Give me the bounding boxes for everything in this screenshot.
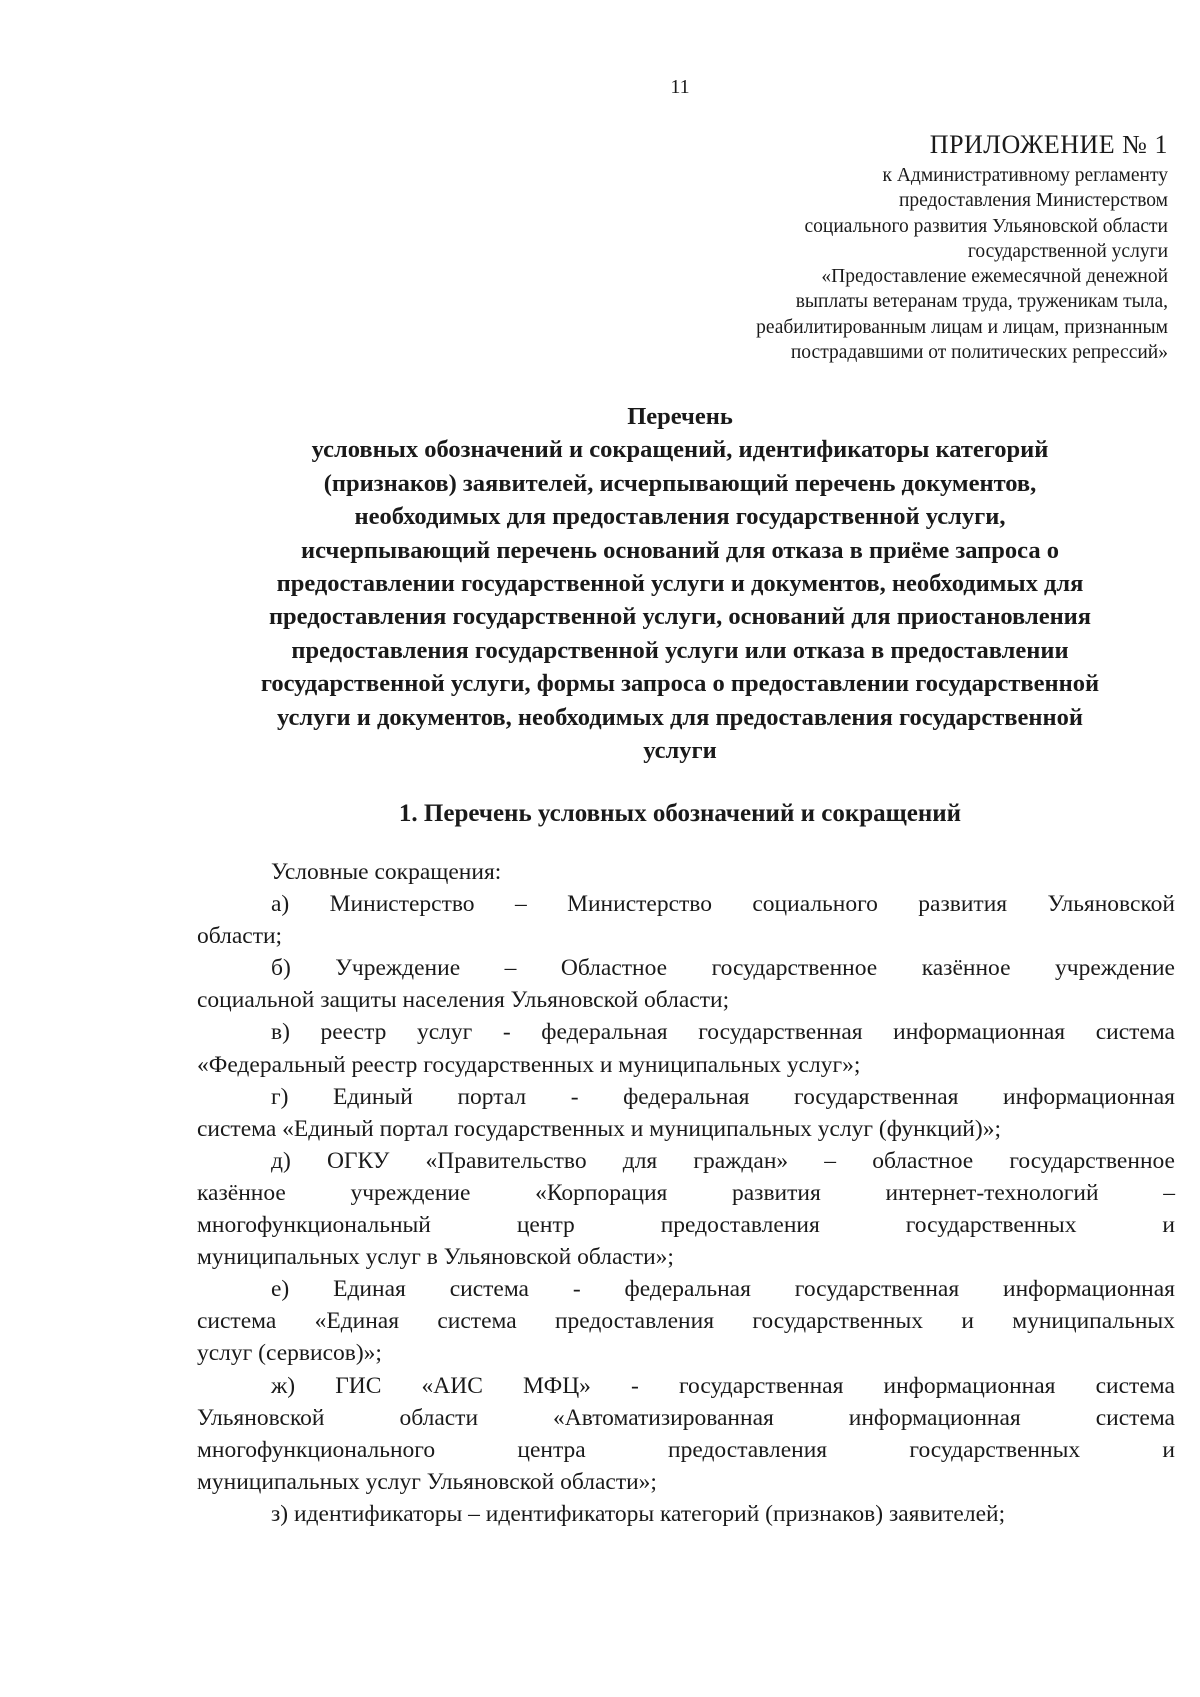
word: предоставления (660, 1212, 820, 1239)
word: система (449, 1276, 529, 1303)
word: федеральная (624, 1276, 751, 1303)
word: государственное (1009, 1147, 1175, 1174)
word: Учреждение (335, 955, 461, 982)
word: многофункциональный (197, 1212, 431, 1239)
item-zh-line: муниципальных услуг Ульяновской области»; (197, 1468, 657, 1495)
word: информационная (883, 1372, 1056, 1399)
heading-line: необходимых для предоставления государственной услуги, (354, 503, 1006, 531)
word: «Автоматизированная (552, 1404, 774, 1431)
appendix-line: «Предоставление ежемесячной денежной (821, 266, 1168, 288)
appendix-header (468, 130, 1168, 365)
word: и (961, 1308, 974, 1335)
word: социального (752, 891, 878, 918)
item-zh-line (197, 1434, 1175, 1466)
document-body (197, 856, 1175, 1530)
word: услуг (416, 1019, 473, 1046)
word: «Правительство (425, 1147, 587, 1174)
word: «Корпорация (535, 1179, 668, 1206)
word: д) (271, 1147, 291, 1174)
word: - (570, 1083, 579, 1110)
item-d-line: муниципальных услуг в Ульяновской области»; (197, 1244, 674, 1271)
word: система (1095, 1372, 1175, 1399)
word: ж) (271, 1372, 296, 1399)
word: информационная (893, 1019, 1066, 1046)
word: государственных (905, 1212, 1077, 1239)
item-z-line: з) идентификаторы – идентификаторы категорий (признаков) заявителей; (271, 1500, 1006, 1527)
word: центр (516, 1212, 575, 1239)
word: в) (271, 1019, 290, 1046)
word: для (622, 1147, 658, 1174)
word: система (1095, 1404, 1175, 1431)
heading-line: предоставлении государственной услуги и документов, необходимых для (276, 570, 1084, 598)
item-e-line: услуг (сервисов)»; (197, 1340, 382, 1367)
word: информационная (848, 1404, 1021, 1431)
heading-line: предоставления государственной услуги или отказа в предоставлении (291, 636, 1069, 664)
heading-line: исчерпывающий перечень оснований для отказа в приёме запроса о (301, 536, 1059, 564)
item-b-line: социальной защиты населения Ульяновской области; (197, 987, 730, 1014)
heading-line: услуги (643, 737, 717, 765)
appendix-line: реабилитированным лицам и лицам, признанным (756, 316, 1168, 338)
item-g-line (197, 1081, 1175, 1113)
word: портал (457, 1083, 527, 1110)
word: и (1162, 1436, 1175, 1463)
word: система (1095, 1019, 1175, 1046)
item-b-line (197, 952, 1175, 984)
word: государственных (752, 1308, 924, 1335)
appendix-line: выплаты ветеранам труда, труженикам тыла, (795, 291, 1168, 313)
heading-line: условных обозначений и сокращений, идентификаторы категорий (311, 436, 1049, 464)
word: граждан» (693, 1147, 789, 1174)
word: Ульяновской (1047, 891, 1175, 918)
word: - (502, 1019, 511, 1046)
heading-line: Перечень (627, 403, 733, 430)
item-d-line (197, 1177, 1175, 1209)
word: государственных (909, 1436, 1081, 1463)
word: государственное (711, 955, 878, 982)
word: МФЦ» (523, 1372, 591, 1399)
item-d-line (197, 1209, 1175, 1241)
appendix-line: пострадавшими от политических репрессий» (790, 342, 1168, 364)
word: государственная (794, 1083, 959, 1110)
word: Ульяновской (197, 1404, 325, 1431)
word: – (514, 891, 527, 918)
word: г) (271, 1083, 289, 1110)
item-e-line (197, 1305, 1175, 1337)
word: учреждение (1055, 955, 1175, 982)
item-a-line: области; (197, 923, 283, 950)
word: – (1163, 1179, 1175, 1206)
word: федеральная (623, 1083, 750, 1110)
page-number: 11 (670, 76, 690, 98)
word: интернет-технологий (885, 1179, 1099, 1206)
appendix-title: ПРИЛОЖЕНИЕ № 1 (929, 130, 1168, 159)
word: федеральная (541, 1019, 668, 1046)
heading-line: услуги и документов, необходимых для предоставления государственной (277, 703, 1083, 731)
word: – (824, 1147, 837, 1174)
word: многофункционального (197, 1436, 436, 1463)
word: государственная (698, 1019, 863, 1046)
item-d-line (197, 1145, 1175, 1177)
word: предоставления (554, 1308, 715, 1335)
word: муниципальных (1012, 1308, 1175, 1335)
item-a-line (197, 888, 1175, 920)
appendix-line: социального развития Ульяновской области (804, 215, 1168, 237)
word: «АИС (421, 1372, 483, 1399)
word: информационная (1003, 1276, 1175, 1303)
heading-line: предоставления государственной услуги, оснований для приостановления (268, 603, 1092, 631)
word: учреждение (350, 1179, 471, 1206)
word: «Единая (314, 1308, 400, 1335)
word: ГИС (335, 1372, 382, 1399)
appendix-line: к Административному регламенту (882, 165, 1168, 186)
intro-line: Условные сокращения: (271, 859, 502, 885)
word: Министерство (567, 891, 712, 918)
document-heading (180, 400, 1180, 767)
item-g-line: система «Единый портал государственных и муниципальных услуг (функций)»; (197, 1115, 1001, 1142)
heading-line: государственной услуги, формы запроса о предоставлении государственной (260, 670, 1100, 698)
word: государственная (679, 1372, 844, 1399)
word: – (504, 955, 517, 982)
word: информационная (1003, 1083, 1175, 1110)
word: б) (271, 955, 291, 982)
word: центра (517, 1436, 586, 1463)
word: - (631, 1372, 639, 1399)
word: области (399, 1404, 479, 1431)
word: казённое (197, 1179, 286, 1206)
word: реестр (320, 1019, 387, 1046)
item-zh-line (197, 1370, 1175, 1402)
appendix-line: государственной услуги (967, 240, 1168, 262)
word: развития (918, 891, 1008, 918)
word: - (572, 1276, 581, 1303)
word: система (197, 1308, 277, 1335)
word: предоставления (668, 1436, 828, 1463)
word: областное (872, 1147, 974, 1174)
word: и (1162, 1212, 1175, 1239)
item-zh-line (197, 1402, 1175, 1434)
item-e-line (197, 1273, 1175, 1305)
word: Областное (560, 955, 668, 982)
heading-line: (признаков) заявителей, исчерпывающий перечень документов, (323, 469, 1037, 497)
word: Министерство (329, 891, 475, 918)
word: а) (271, 891, 290, 918)
word: казённое (921, 955, 1011, 982)
word: ОГКУ (326, 1147, 390, 1174)
appendix-line: предоставления Министерством (898, 190, 1168, 212)
item-v-line (197, 1016, 1175, 1048)
word: е) (271, 1276, 290, 1303)
word: развития (732, 1179, 821, 1206)
item-v-line: «Федеральный реестр государственных и муниципальных услуг»; (197, 1051, 861, 1078)
word: государственная (794, 1276, 960, 1303)
section-title: 1. Перечень условных обозначений и сокращений (398, 800, 962, 827)
word: система (437, 1308, 517, 1335)
word: Единый (333, 1083, 413, 1110)
word: Единая (333, 1276, 406, 1303)
